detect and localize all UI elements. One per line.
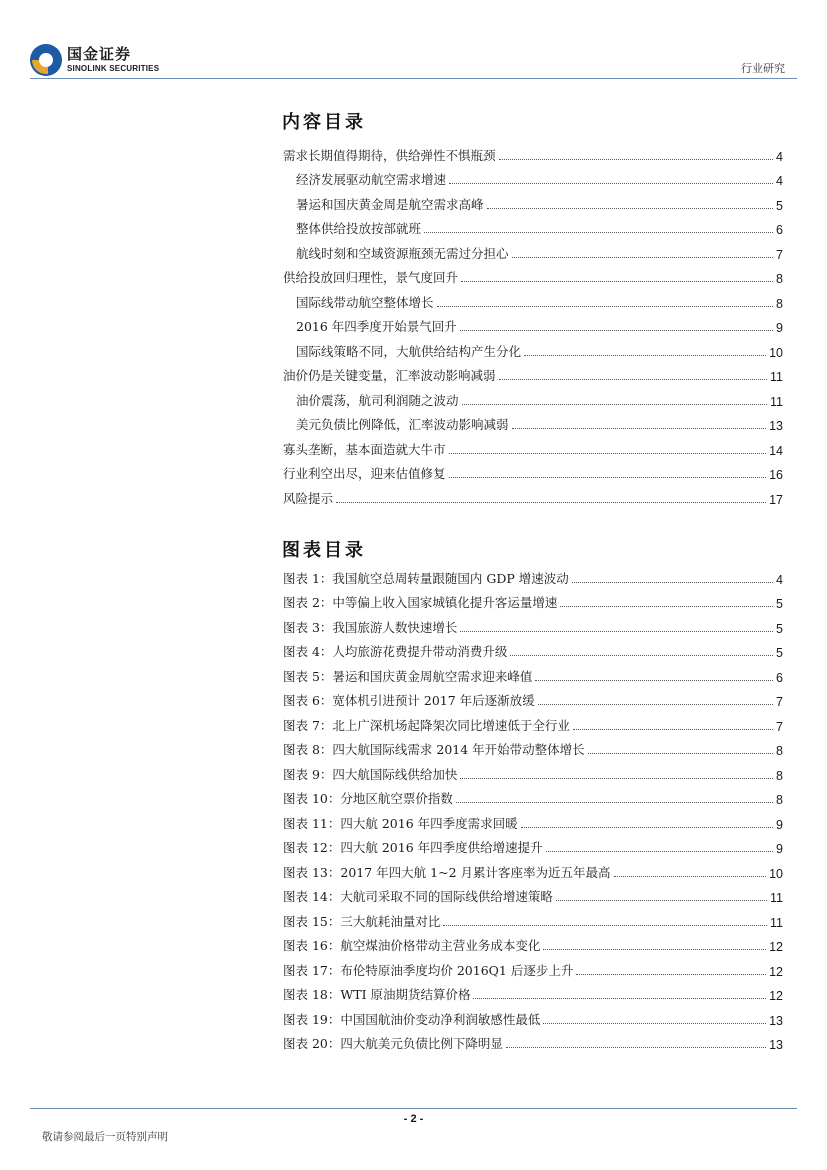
toc-entry-title: 行业利空出尽，迎来估值修复 bbox=[283, 466, 446, 481]
toc-entry[interactable] bbox=[283, 709, 783, 734]
dot-leader bbox=[449, 453, 767, 454]
toc-entry[interactable] bbox=[283, 881, 783, 906]
toc-entry-title: 图表 10：分地区航空票价指数 bbox=[283, 791, 453, 806]
toc-entry-page: 7 bbox=[776, 695, 783, 709]
toc-entry-page: 5 bbox=[776, 198, 783, 213]
toc-entry-page: 5 bbox=[776, 621, 783, 636]
toc-entry[interactable] bbox=[283, 930, 783, 955]
dot-leader bbox=[499, 379, 768, 380]
dot-leader bbox=[473, 998, 766, 999]
toc-entry-title: 风险提示 bbox=[283, 490, 334, 506]
toc-entry-title: 航线时刻和空域资源瓶颈无需过分担心 bbox=[296, 245, 509, 261]
dot-leader bbox=[424, 232, 773, 233]
dot-leader bbox=[449, 477, 767, 478]
toc-entry-page: 9 bbox=[776, 817, 783, 832]
toc-entry-page: 7 bbox=[776, 719, 783, 734]
toc-entry-page: 13 bbox=[769, 1038, 783, 1052]
dot-leader bbox=[336, 502, 766, 503]
toc-entry[interactable] bbox=[283, 482, 783, 507]
toc-entry-page: 10 bbox=[769, 866, 783, 881]
dot-leader bbox=[449, 183, 773, 184]
dot-leader bbox=[443, 925, 767, 926]
dot-leader bbox=[538, 704, 773, 705]
dot-leader bbox=[573, 729, 773, 730]
toc-entry-title: 国际线带动航空整体增长 bbox=[296, 294, 434, 310]
toc-entry-page: 8 bbox=[776, 744, 783, 758]
toc-entry[interactable] bbox=[283, 954, 783, 979]
toc-entry[interactable] bbox=[283, 807, 783, 832]
toc-entry[interactable] bbox=[283, 905, 783, 930]
logo-chinese-name: 国金证券 bbox=[67, 45, 132, 63]
toc-entry-page: 5 bbox=[776, 597, 783, 611]
dot-leader bbox=[506, 1047, 766, 1048]
toc-entry-page: 6 bbox=[776, 670, 783, 685]
toc-entry[interactable] bbox=[283, 164, 783, 189]
toc-entry[interactable] bbox=[283, 360, 783, 385]
toc-entry-title: 2016 年四季度开始景气回升 bbox=[296, 319, 457, 334]
dot-leader bbox=[556, 900, 767, 901]
logo-english-name: SINOLINK SECURITIES bbox=[67, 64, 160, 73]
footer-disclaimer: 敬请参阅最后一页特别声明 bbox=[42, 1131, 168, 1143]
toc-entry-page: 11 bbox=[770, 891, 783, 905]
dot-leader bbox=[462, 404, 768, 405]
toc-entry[interactable] bbox=[283, 758, 783, 783]
toc-entry-title: 图表 2：中等偏上收入国家城镇化提升客运量增速 bbox=[283, 595, 558, 610]
dot-leader bbox=[535, 680, 773, 681]
toc-entry[interactable] bbox=[283, 856, 783, 881]
dot-leader bbox=[510, 655, 773, 656]
toc-entry-title: 图表 18：WTI 原油期货结算价格 bbox=[283, 987, 471, 1002]
toc-entry-title: 图表 14：大航司采取不同的国际线供给增速策略 bbox=[283, 889, 553, 904]
toc-entry-title: 图表 16：航空煤油价格带动主营业务成本变化 bbox=[283, 938, 541, 953]
toc-entry-page: 12 bbox=[769, 964, 783, 979]
toc-entry[interactable] bbox=[283, 1003, 783, 1028]
toc-entry-page: 12 bbox=[769, 940, 783, 954]
toc-entry-title: 需求长期值得期待，供给弹性不惧瓶颈 bbox=[283, 147, 496, 163]
dot-leader bbox=[460, 330, 773, 331]
dot-leader bbox=[456, 802, 773, 803]
dot-leader bbox=[512, 428, 767, 429]
toc-entry-page: 17 bbox=[769, 492, 783, 507]
toc-entry-title: 图表 19：中国国航油价变动净利润敏感性最低 bbox=[283, 1011, 541, 1027]
toc-entry-title: 图表 3：我国旅游人数快速增长 bbox=[283, 619, 458, 635]
toc-entry-title: 寡头垄断，基本面造就大牛市 bbox=[283, 441, 446, 457]
toc-entry-page: 11 bbox=[770, 370, 783, 384]
report-type-label: 行业研究 bbox=[741, 62, 785, 75]
toc-entry-title: 图表 13：2017 年四大航 1~2 月累计客座率为近五年最高 bbox=[283, 864, 611, 880]
figure-toc-title: 图表目录 bbox=[282, 540, 366, 561]
company-logo bbox=[30, 44, 159, 76]
toc-entry-page: 7 bbox=[776, 247, 783, 262]
toc-entry[interactable] bbox=[283, 433, 783, 458]
dot-leader bbox=[560, 606, 773, 607]
dot-leader bbox=[460, 631, 773, 632]
content-toc bbox=[283, 139, 783, 507]
toc-entry-title: 油价仍是关键变量，汇率波动影响减弱 bbox=[283, 368, 496, 383]
toc-entry-page: 8 bbox=[776, 296, 783, 311]
toc-entry[interactable] bbox=[283, 660, 783, 685]
toc-entry-page: 14 bbox=[769, 443, 783, 458]
toc-entry[interactable] bbox=[283, 409, 783, 434]
toc-entry-title: 油价震荡，航司利润随之波动 bbox=[296, 392, 459, 408]
toc-entry-page: 4 bbox=[776, 174, 783, 188]
toc-entry-title: 图表 8：四大航国际线需求 2014 年开始带动整体增长 bbox=[283, 742, 585, 757]
dot-leader bbox=[499, 159, 774, 160]
dot-leader bbox=[524, 355, 766, 356]
toc-entry[interactable] bbox=[283, 734, 783, 759]
dot-leader bbox=[521, 827, 773, 828]
dot-leader bbox=[572, 582, 773, 583]
footer-divider bbox=[30, 1108, 797, 1109]
toc-entry[interactable] bbox=[283, 262, 783, 287]
toc-entry[interactable] bbox=[283, 685, 783, 710]
toc-entry[interactable] bbox=[283, 335, 783, 360]
toc-entry-page: 9 bbox=[776, 842, 783, 856]
toc-entry[interactable] bbox=[283, 832, 783, 857]
toc-entry-page: 13 bbox=[769, 419, 783, 433]
toc-entry[interactable] bbox=[283, 611, 783, 636]
toc-entry[interactable] bbox=[283, 188, 783, 213]
toc-entry[interactable] bbox=[283, 1028, 783, 1053]
toc-entry-page: 16 bbox=[769, 468, 783, 482]
dot-leader bbox=[543, 949, 766, 950]
header-divider bbox=[30, 78, 797, 79]
toc-entry-title: 图表 6：宽体机引进预计 2017 年后逐渐放缓 bbox=[283, 693, 535, 708]
dot-leader bbox=[437, 306, 774, 307]
toc-entry-page: 11 bbox=[770, 394, 783, 409]
toc-entry[interactable] bbox=[283, 139, 783, 164]
toc-entry[interactable] bbox=[283, 311, 783, 336]
toc-entry-title: 整体供给投放按部就班 bbox=[296, 221, 422, 236]
toc-entry-title: 图表 7：北上广深机场起降架次同比增速低于全行业 bbox=[283, 717, 570, 733]
dot-leader bbox=[588, 753, 773, 754]
toc-entry-page: 11 bbox=[770, 915, 783, 930]
toc-entry-title: 图表 4：人均旅游花费提升带动消费升级 bbox=[283, 644, 508, 659]
toc-entry-title: 图表 12：四大航 2016 年四季度供给增速提升 bbox=[283, 840, 543, 855]
toc-entry-page: 10 bbox=[769, 345, 783, 360]
toc-entry[interactable] bbox=[283, 458, 783, 483]
content-toc-title: 内容目录 bbox=[282, 112, 366, 133]
toc-entry-title: 供给投放回归理性，景气度回升 bbox=[283, 270, 459, 285]
sinolink-logo-icon bbox=[30, 44, 62, 76]
toc-entry-title: 图表 1：我国航空总周转量跟随国内 GDP 增速波动 bbox=[283, 570, 569, 586]
toc-entry[interactable] bbox=[283, 587, 783, 612]
toc-entry-title: 暑运和国庆黄金周是航空需求高峰 bbox=[296, 196, 484, 212]
toc-entry-page: 6 bbox=[776, 223, 783, 237]
toc-entry[interactable] bbox=[283, 562, 783, 587]
toc-entry-title: 图表 5：暑运和国庆黄金周航空需求迎来峰值 bbox=[283, 668, 533, 684]
toc-entry[interactable] bbox=[283, 783, 783, 808]
toc-entry[interactable] bbox=[283, 286, 783, 311]
toc-entry[interactable] bbox=[283, 384, 783, 409]
toc-entry-page: 4 bbox=[776, 572, 783, 587]
page-number: - 2 - bbox=[403, 1113, 424, 1125]
toc-entry-page: 5 bbox=[776, 646, 783, 660]
dot-leader bbox=[546, 851, 773, 852]
dot-leader bbox=[576, 974, 766, 975]
toc-entry-title: 图表 11：四大航 2016 年四季度需求回暖 bbox=[283, 815, 518, 831]
toc-entry-title: 图表 17：布伦特原油季度均价 2016Q1 后逐步上升 bbox=[283, 962, 574, 978]
toc-entry-page: 8 bbox=[776, 272, 783, 286]
toc-entry-page: 8 bbox=[776, 793, 783, 807]
toc-entry-title: 经济发展驱动航空需求增速 bbox=[296, 172, 447, 187]
toc-entry-page: 4 bbox=[776, 149, 783, 164]
toc-entry[interactable] bbox=[283, 979, 783, 1004]
toc-entry-title: 国际线策略不同，大航供给结构产生分化 bbox=[296, 343, 522, 359]
toc-entry-page: 9 bbox=[776, 321, 783, 335]
toc-entry-title: 图表 20：四大航美元负债比例下降明显 bbox=[283, 1036, 503, 1051]
figure-toc bbox=[283, 562, 783, 1052]
toc-entry-page: 8 bbox=[776, 768, 783, 783]
dot-leader bbox=[460, 778, 773, 779]
toc-entry[interactable] bbox=[283, 636, 783, 661]
dot-leader bbox=[512, 257, 774, 258]
dot-leader bbox=[461, 281, 773, 282]
dot-leader bbox=[543, 1023, 766, 1024]
toc-entry-title: 美元负债比例降低，汇率波动影响减弱 bbox=[296, 417, 509, 432]
toc-entry-title: 图表 15：三大航耗油量对比 bbox=[283, 913, 441, 929]
toc-entry[interactable] bbox=[283, 237, 783, 262]
toc-entry-page: 12 bbox=[769, 989, 783, 1003]
toc-entry-title: 图表 9：四大航国际线供给加快 bbox=[283, 766, 458, 782]
toc-entry-page: 13 bbox=[769, 1013, 783, 1028]
toc-entry[interactable] bbox=[283, 213, 783, 238]
dot-leader bbox=[487, 208, 774, 209]
dot-leader bbox=[614, 876, 767, 877]
